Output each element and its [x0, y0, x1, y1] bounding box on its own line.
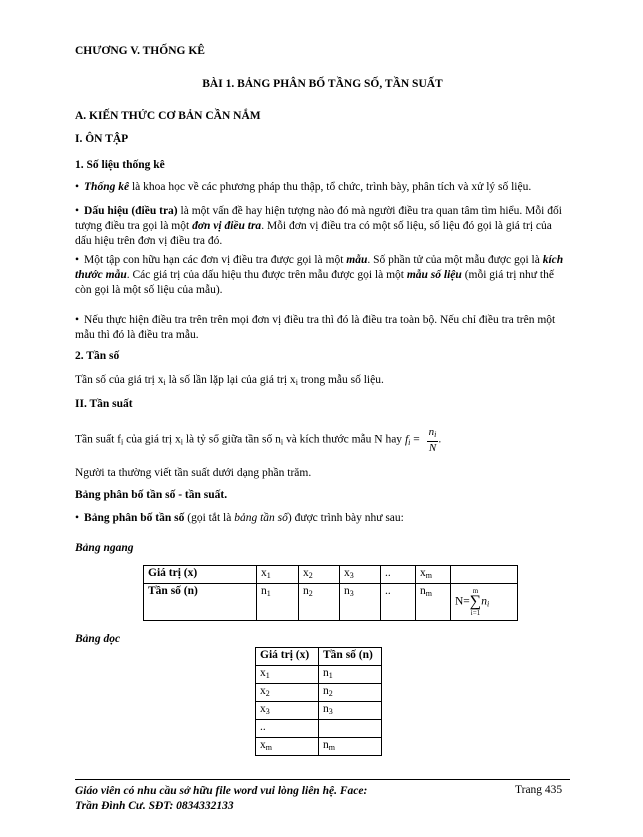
section-a-heading: A. KIẾN THỨC CƠ BẢN CẦN NẮM: [75, 110, 261, 122]
page-number: Trang 435: [515, 784, 563, 796]
formula-lhs: $f_i$: [404, 433, 411, 447]
table-row: ..: [256, 720, 382, 738]
table-row: Giá trị (x) Tần số (n): [256, 648, 382, 666]
footer-divider: [75, 779, 570, 780]
paragraph-survey: • Nếu thực hiện điều tra trên trên mọi đơn vị điều tra thì đó là điều tra toàn bộ. Nếu chỉ điều tra trên một mẫu thì đó là điều tra mẫu.: [75, 313, 570, 343]
lesson-title: BÀI 1. BẢNG PHÂN BỐ TẦNG SỐ, TẦN SUẤT: [202, 78, 443, 90]
table-row: $x_m$ $n_m$: [256, 738, 382, 756]
sum-cell: N=m ∑ $i=1n_i$: [451, 584, 518, 621]
table-row: Tần số (n) $n_1$ $n_2$ $n_3$ .. $n_m$ N=m ∑ $i=1n_i$: [144, 584, 518, 621]
horizontal-frequency-table: [143, 565, 518, 621]
vertical-frequency-table: [255, 647, 382, 756]
table-row: $x_2$ $n_2$: [256, 684, 382, 702]
table-row: Giá trị (x) $x_1$ $x_2$ $x_3$ .. $x_m$: [144, 566, 518, 584]
paragraph-frequency: Tần số của giá trị $x_i$ là số lần lặp lại của giá trị $x_i$ trong mẫu số liệu.: [75, 374, 384, 387]
term-statistics: Thống kê: [84, 181, 130, 193]
paragraph-table-intro: • Bảng phân bố tần số (gọi tắt là bảng tần số) được trình bày như sau:: [75, 511, 570, 526]
sigma-symbol: m ∑ i=1: [469, 587, 482, 617]
footer-contact: Giáo viên có nhu cầu sở hữu file word vui lòng liên hệ. Face: Trần Đình Cư. SĐT: 0834332133: [75, 785, 368, 812]
chapter-title: CHƯƠNG V. THỐNG KÊ: [75, 45, 205, 57]
vertical-table-title: Bảng dọc: [75, 633, 121, 645]
paragraph-sign: • Dấu hiệu (điều tra) là một vấn đề hay hiện tượng nào đó mà người điều tra quan tâm tìm hiểu. Mỗi đối tượng điều tra gọi là một đơn vị điều tra. Mỗi đơn vị điều tra có một số liệu, số liệu đó gọi là giá trị của dấu hiệu trên đơn vị điều tra đó.: [75, 204, 570, 249]
subsection-2-heading: 2. Tần số: [75, 350, 120, 362]
formula-fraction: $\frac{n_i}{N}$: [428, 426, 437, 454]
table-row: $x_1$ $n_1$: [256, 666, 382, 684]
horizontal-table-title: Bảng ngang: [75, 542, 134, 554]
paragraph-statistics: • Thống kê là khoa học về các phương pháp thu thập, tổ chức, trình bày, phân tích và xử lý số liệu.: [75, 180, 570, 195]
subsection-3-heading: Bảng phân bố tần số - tần suất.: [75, 489, 228, 501]
term-sign: Dấu hiệu (điều tra): [84, 205, 178, 217]
paragraph-percent: Người ta thường viết tần suất dưới dạng phần trăm.: [75, 467, 312, 479]
paragraph-sample: • Một tập con hữu hạn các đơn vị điều tra được gọi là một mẫu. Số phần tử của một mẫu được gọi là kích thước mẫu. Các giá trị của dấu hiệu thu được trên mẫu được gọi là một mẫu số liệu (mỗi giá trị như thế còn gọi là một số liệu của mẫu).: [75, 253, 570, 298]
subsection-1-heading: 1. Số liệu thống kê: [75, 159, 165, 171]
table-row: $x_3$ $n_3$: [256, 702, 382, 720]
paragraph-relative-frequency: Tần suất $f_i$ của giá trị $x_i$ là tỷ số giữa tần số $n_i$ và kích thước mẫu N hay $f_i$ = $\frac{n_i}{N}$ .: [75, 426, 442, 454]
section-ii-heading: II. Tần suất: [75, 398, 133, 410]
section-i-heading: I. ÔN TẬP: [75, 133, 129, 145]
